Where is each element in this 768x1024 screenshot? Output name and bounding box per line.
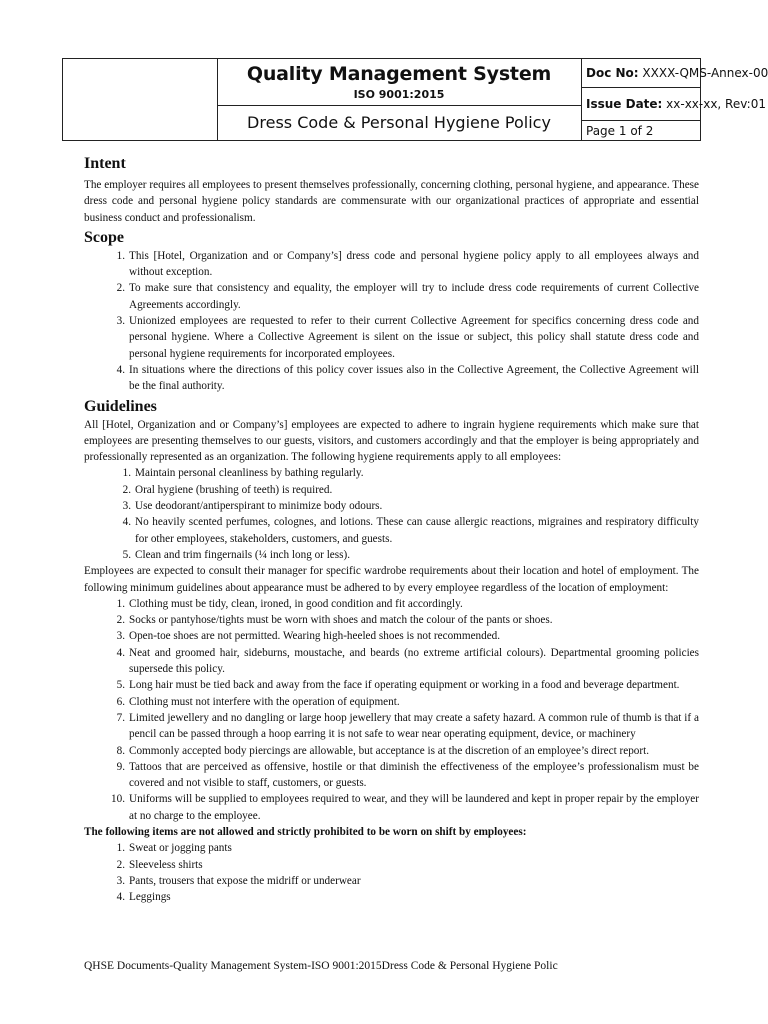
issue-date-label: Issue Date:: [586, 97, 663, 111]
header-title: Quality Management System: [246, 63, 552, 85]
list-item-text: This [Hotel, Organization and or Company’s] dress code and personal hygiene policy apply to all employees always and without exception.: [129, 249, 699, 279]
list-item-number: 4.: [116, 363, 125, 376]
list-item: [122, 498, 699, 514]
list-item-number: 10.: [111, 793, 125, 806]
page-number: Page 1 of 2: [586, 124, 654, 138]
logo-cell: [63, 59, 218, 140]
list-item-text: No heavily scented perfumes, colognes, and lotions. These can cause allergic reactions, migraines and respiratory difficulty for other employees, stakeholders, customers, and guests.: [135, 516, 699, 545]
list-item: [111, 791, 699, 824]
list-item-number: 6.: [116, 695, 125, 708]
list-item: [116, 280, 699, 313]
list-item-text: Pants, trousers that expose the midriff or underwear: [129, 874, 361, 887]
list-item-text: Long hair must be tied back and away from the face if operating equipment or working in a food and beverage department.: [129, 679, 680, 692]
document-header-table: [62, 58, 768, 141]
list-item-text: Socks or pantyhose/tights must be worn with shoes and match the colour of the pants or shoes.: [129, 614, 553, 627]
list-item-text: Limited jewellery and no dangling or large hoop jewellery that may create a safety hazard. A common rule of thumb is that if a pencil can be passed through a hoop earring it is not safe to wear near operating equipment, device, or machinery: [129, 711, 699, 741]
list-item-number: 9.: [116, 760, 125, 773]
title-cell: [217, 59, 582, 140]
list-item-number: 1.: [122, 467, 131, 480]
list-item-text: Clothing must be tidy, clean, ironed, in good condition and fit accordingly.: [129, 597, 463, 610]
header-subtitle: Dress Code & Personal Hygiene Policy: [247, 113, 551, 132]
list-item: [116, 313, 699, 362]
list-item-text: Neat and groomed hair, sideburns, moustache, and beards (no extreme artificial colours). Departmental grooming policies supersede this policy.: [129, 646, 699, 676]
list-item-text: Clean and trim fingernails (¼ inch long or less).: [135, 548, 350, 561]
list-item: [116, 596, 699, 612]
list-item-number: 2.: [116, 282, 125, 295]
list-item: [116, 694, 699, 710]
list-item-number: 4.: [116, 646, 125, 659]
scope-list: [116, 248, 699, 395]
list-item-number: 2.: [122, 483, 131, 496]
appearance-list: [111, 596, 699, 824]
list-item-number: 3.: [122, 500, 131, 513]
list-item: [116, 645, 699, 678]
list-item-number: 3.: [116, 874, 125, 887]
list-item-text: Maintain personal cleanliness by bathing regularly.: [135, 467, 364, 480]
list-item-text: Uniforms will be supplied to employees required to wear, and they will be laundered and kept in proper repair by the employer at no charge to the employee.: [129, 793, 699, 822]
title-block: [217, 59, 581, 106]
list-item: [122, 547, 699, 563]
list-item-text: Unionized employees are requested to refer to their current Collective Agreement for specifics concerning dress code and personal hygiene. Where a Collective Agreement is silent on the issue or subject, this policy shall statute dress code and personal hygiene requirements for incorporated employees.: [129, 315, 699, 360]
list-item-text: Sleeveless shirts: [129, 858, 203, 871]
doc-info-cell: [581, 59, 768, 140]
list-item: [116, 362, 699, 395]
doc-number: [581, 59, 768, 88]
issue-date: [581, 88, 766, 121]
list-item-number: 1.: [116, 597, 125, 610]
prohibited-list: [116, 840, 699, 905]
list-item: [122, 482, 699, 498]
list-item-number: 4.: [122, 516, 131, 529]
list-item-text: Leggings: [129, 891, 171, 904]
intent-paragraph: The employer requires all employees to present themselves professionally, concerning clothing, personal hygiene, and appearance. These dress code and personal hygiene policy standards are commensurate with our organizational practices of appropriate and essential business conduct and professionalism.: [84, 179, 699, 224]
header-standard: ISO 9001:2015: [353, 88, 445, 101]
list-item-text: To make sure that consistency and equality, the employer will try to include dress code requirements of current Collective Agreements accordingly.: [129, 282, 699, 311]
list-item: [116, 873, 699, 889]
issue-date-value: xx-xx-xx, Rev:01: [662, 97, 766, 111]
guidelines-intro: All [Hotel, Organization and or Company’s] employees are expected to adhere to ingrain hygiene requirements which make sure that employees are presenting themselves to our guests, visitors, and customers accordingly and that the employer is being appropriately and professionally represented as an organization. The following hygiene requirements apply to all employees:: [84, 418, 699, 464]
list-item: [122, 465, 699, 481]
list-item: [116, 628, 699, 644]
list-item-number: 3.: [116, 630, 125, 643]
scope-heading: Scope: [84, 228, 124, 246]
intent-heading: Intent: [84, 155, 126, 172]
list-item-number: 3.: [116, 315, 125, 328]
list-item-text: Tattoos that are perceived as offensive, hostile or that diminish the effectiveness of the employee’s professionalism must be covered and not visible to staff, customers, or guests.: [129, 760, 699, 790]
list-item: [116, 759, 699, 792]
prohibited-heading: The following items are not allowed and strictly prohibited to be worn on shift by employees:: [84, 825, 527, 838]
doc-number-label: Doc No:: [586, 66, 639, 80]
list-item-text: Clothing must not interfere with the operation of equipment.: [129, 695, 400, 708]
hygiene-list: [122, 465, 699, 563]
list-item-number: 1.: [116, 249, 125, 262]
wardrobe-intro: Employees are expected to consult their manager for specific wardrobe requirements about their location and hotel of employment. The following minimum guidelines about appearance must be adhered to by every employee regardless of the location of employment:: [84, 565, 699, 594]
page-footer: QHSE Documents-Quality Management System-ISO 9001:2015Dress Code & Personal Hygiene Polic: [84, 960, 558, 972]
list-item: [116, 677, 699, 693]
doc-number-value: XXXX-QMS-Annex-00: [638, 66, 768, 80]
list-item: [116, 248, 699, 281]
list-item-number: 5.: [116, 679, 125, 692]
list-item: [116, 710, 699, 743]
list-item: [116, 840, 699, 856]
list-item: [116, 743, 699, 759]
guidelines-heading: Guidelines: [84, 397, 157, 415]
list-item-text: Oral hygiene (brushing of teeth) is required.: [135, 483, 333, 496]
list-item: [122, 514, 699, 547]
list-item-text: Commonly accepted body piercings are allowable, but acceptance is at the discretion of an employee’s direct report.: [129, 744, 650, 757]
list-item-number: 4.: [116, 891, 125, 904]
document-body: [84, 154, 699, 905]
list-item-number: 5.: [122, 548, 131, 561]
list-item-number: 1.: [116, 842, 125, 855]
list-item: [116, 857, 699, 873]
list-item: [116, 612, 699, 628]
list-item-text: In situations where the directions of this policy cover issues also in the Collective Agreement, the Collective Agreement will be the final authority.: [129, 363, 699, 393]
list-item-number: 2.: [116, 858, 125, 871]
list-item-number: 8.: [116, 744, 125, 757]
list-item: [116, 889, 699, 905]
list-item-text: Use deodorant/antiperspirant to minimize body odours.: [135, 500, 383, 513]
list-item-number: 2.: [116, 614, 125, 627]
list-item-number: 7.: [116, 711, 125, 724]
list-item-text: Open-toe shoes are not permitted. Wearing high-heeled shoes is not recommended.: [129, 630, 501, 643]
list-item-text: Sweat or jogging pants: [129, 842, 232, 855]
